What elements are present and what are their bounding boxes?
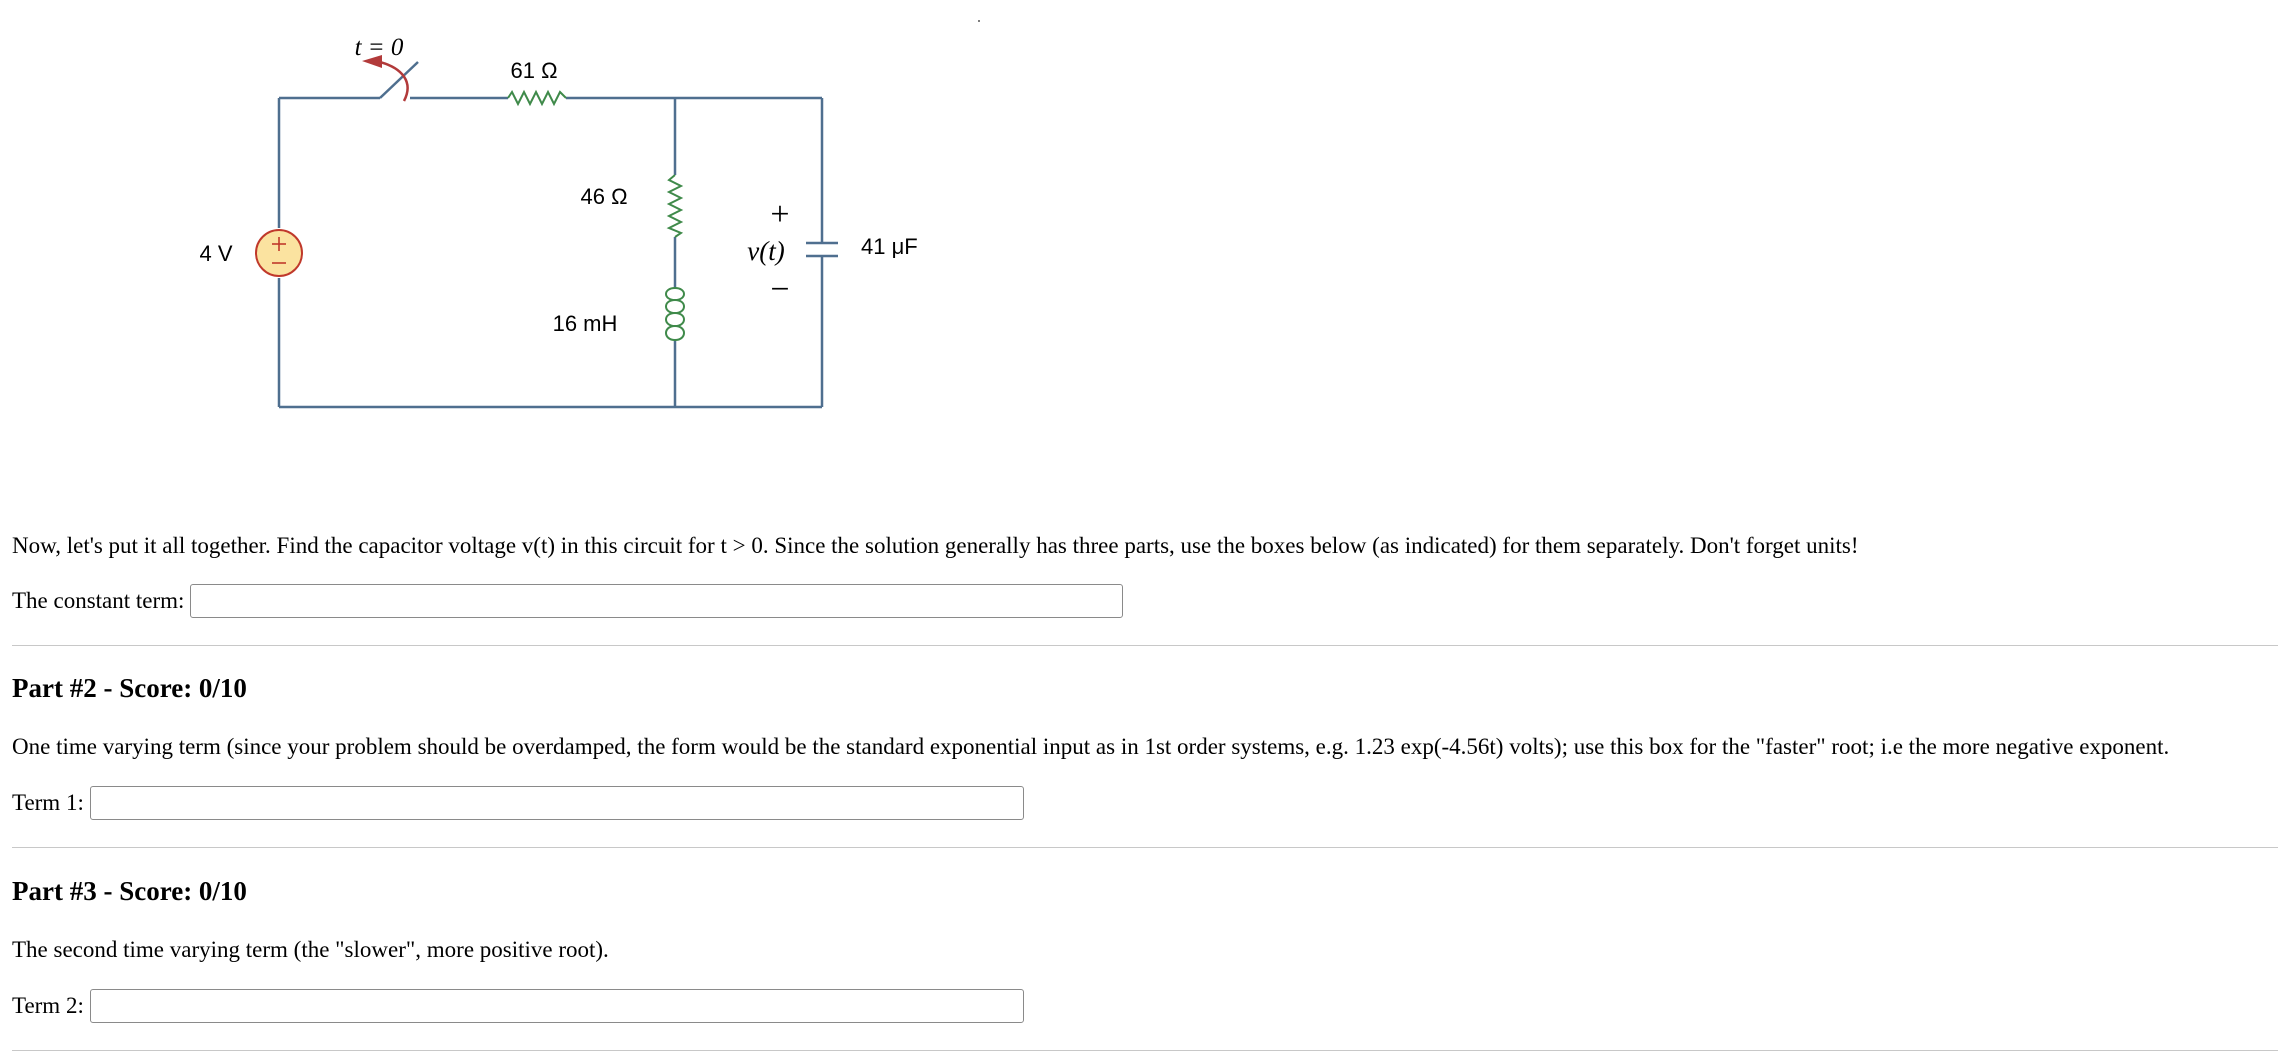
vt-minus: −: [770, 271, 790, 308]
part1-prompt: Now, let's put it all together. Find the capacitor voltage v(t) in this circuit for t > 0. Since the solution generally has three parts, use the boxes below (as indicated) for them separately. Don't forget units!: [12, 533, 1859, 558]
term2-row: [12, 989, 1024, 1023]
separator-3: [12, 1050, 2278, 1051]
term1-row: [12, 786, 1024, 820]
constant-term-row: [12, 584, 1123, 618]
capacitor: [806, 243, 838, 256]
vt-label: v(t): [747, 236, 785, 266]
inductor-label: 16 mH: [552, 311, 618, 336]
part3-heading: Part #3 - Score: 0/10: [12, 876, 247, 906]
switch: [362, 55, 418, 101]
circuit-wires: [279, 98, 822, 407]
vt-plus: +: [770, 196, 790, 233]
capacitor-label: 41 μF: [861, 234, 918, 259]
constant-term-label: The constant term:: [12, 588, 185, 613]
resistor-r2: [669, 175, 681, 237]
source-label: 4 V: [199, 241, 233, 266]
separator-2: [12, 847, 2278, 848]
r1-label: 61 Ω: [510, 58, 558, 83]
part3-description: The second time varying term (the "slower", more positive root).: [12, 937, 609, 962]
separator-1: [12, 645, 2278, 646]
switch-label: t = 0: [354, 34, 404, 61]
constant-term-input[interactable]: [190, 584, 1123, 618]
inductor: [666, 288, 684, 340]
voltage-source: [256, 230, 302, 276]
part2-heading: Part #2 - Score: 0/10: [12, 673, 247, 703]
part2-description: One time varying term (since your problem should be overdamped, the form would be the standard exponential input as in 1st order systems, e.g. 1.23 exp(-4.56t) volts); use this box for the "faster" root; i.e the more negative exponent.: [12, 734, 2170, 759]
term2-label: Term 2:: [12, 993, 84, 1018]
circuit-diagram: [0, 0, 1000, 440]
term1-input[interactable]: [90, 786, 1024, 820]
term1-label: Term 1:: [12, 790, 84, 815]
resistor-r1: [508, 92, 566, 104]
term2-input[interactable]: [90, 989, 1024, 1023]
r2-label: 46 Ω: [580, 184, 628, 209]
